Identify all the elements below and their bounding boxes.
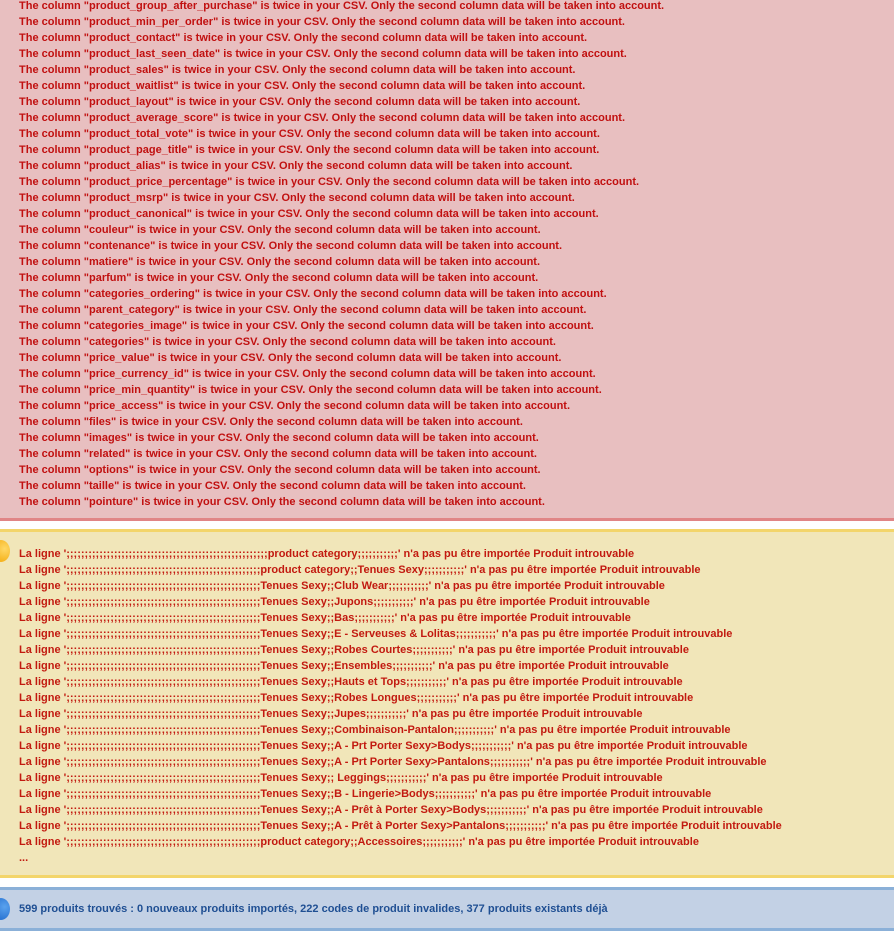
info-dot-icon <box>0 898 10 920</box>
error-message: The column "categories_ordering" is twice in your CSV. Only the second column data will be taken into account. <box>19 288 607 300</box>
error-message-list <box>19 0 664 510</box>
error-message: The column "product_canonical" is twice in your CSV. Only the second column data will be taken into account. <box>19 208 599 220</box>
error-message: The column "matiere" is twice in your CSV. Only the second column data will be taken into account. <box>19 256 541 268</box>
error-message: The column "product_alias" is twice in your CSV. Only the second column data will be taken into account. <box>19 160 573 172</box>
warning-message: La ligne ';;;;;;;;;;;;;;;;;;;;;;;;;;;;;;;;;;;;;;;;;;;;;;;;;;;;;Tenues Sexy;;Ensembles;;;;;;;;;;;' n'a pas pu être importée Produit introuvable <box>19 660 669 672</box>
error-message: The column "product_page_title" is twice in your CSV. Only the second column data will be taken into account. <box>19 144 600 156</box>
warning-message: La ligne ';;;;;;;;;;;;;;;;;;;;;;;;;;;;;;;;;;;;;;;;;;;;;;;;;;;;;product category;;Tenues Sexy;;;;;;;;;;;' n'a pas pu être importée Produit introuvable <box>19 564 701 576</box>
warning-message-list <box>19 546 782 866</box>
warning-message: La ligne ';;;;;;;;;;;;;;;;;;;;;;;;;;;;;;;;;;;;;;;;;;;;;;;;;;;;;Tenues Sexy;; Leggings;;;;;;;;;;;' n'a pas pu être importée Produit introuvable <box>19 772 663 784</box>
import-summary-text: 599 produits trouvés : 0 nouveaux produits importés, 222 codes de produit invalides, 377 produits existants déjà <box>19 903 608 915</box>
warning-message: La ligne ';;;;;;;;;;;;;;;;;;;;;;;;;;;;;;;;;;;;;;;;;;;;;;;;;;;;;Tenues Sexy;;Club Wear;;;;;;;;;;;' n'a pas pu être importée Produit introuvable <box>19 580 665 592</box>
error-message: The column "options" is twice in your CSV. Only the second column data will be taken into account. <box>19 464 541 476</box>
error-message: The column "parent_category" is twice in your CSV. Only the second column data will be taken into account. <box>19 304 587 316</box>
error-message: The column "price_currency_id" is twice in your CSV. Only the second column data will be taken into account. <box>19 368 596 380</box>
info-message-panel <box>0 887 894 931</box>
error-message: The column "parfum" is twice in your CSV. Only the second column data will be taken into account. <box>19 272 539 284</box>
warning-message: La ligne ';;;;;;;;;;;;;;;;;;;;;;;;;;;;;;;;;;;;;;;;;;;;;;;;;;;;;Tenues Sexy;;Jupes;;;;;;;;;;;' n'a pas pu être importée Produit introuvable <box>19 708 643 720</box>
error-message: The column "product_price_percentage" is twice in your CSV. Only the second column data will be taken into account. <box>19 176 640 188</box>
error-message: The column "product_min_per_order" is twice in your CSV. Only the second column data will be taken into account. <box>19 16 625 28</box>
error-message: The column "categories" is twice in your CSV. Only the second column data will be taken into account. <box>19 336 556 348</box>
warning-message: La ligne ';;;;;;;;;;;;;;;;;;;;;;;;;;;;;;;;;;;;;;;;;;;;;;;;;;;;;Tenues Sexy;;Jupons;;;;;;;;;;;' n'a pas pu être importée Produit introuvable <box>19 596 650 608</box>
error-message: The column "product_last_seen_date" is twice in your CSV. Only the second column data will be taken into account. <box>19 48 627 60</box>
warning-dot-icon <box>0 540 10 562</box>
error-message: The column "product_waitlist" is twice in your CSV. Only the second column data will be taken into account. <box>19 80 586 92</box>
warning-message: La ligne ';;;;;;;;;;;;;;;;;;;;;;;;;;;;;;;;;;;;;;;;;;;;;;;;;;;;;Tenues Sexy;;B - Lingerie>Bodys;;;;;;;;;;;' n'a pas pu être importée Produit introuvable <box>19 788 712 800</box>
error-message: The column "price_value" is twice in your CSV. Only the second column data will be taken into account. <box>19 352 562 364</box>
warning-message: La ligne ';;;;;;;;;;;;;;;;;;;;;;;;;;;;;;;;;;;;;;;;;;;;;;;;;;;;;Tenues Sexy;;Hauts et Tops;;;;;;;;;;;' n'a pas pu être importée Produit introuvable <box>19 676 683 688</box>
error-message: The column "product_group_after_purchase" is twice in your CSV. Only the second column data will be taken into account. <box>19 0 665 12</box>
warning-message-panel <box>0 529 894 878</box>
error-message: The column "product_contact" is twice in your CSV. Only the second column data will be taken into account. <box>19 32 588 44</box>
warning-message: La ligne ';;;;;;;;;;;;;;;;;;;;;;;;;;;;;;;;;;;;;;;;;;;;;;;;;;;;;;;product category;;;;;;;;;;;' n'a pas pu être importée Produit introuvable <box>19 548 635 560</box>
error-message: The column "price_access" is twice in your CSV. Only the second column data will be taken into account. <box>19 400 571 412</box>
error-message: The column "price_min_quantity" is twice in your CSV. Only the second column data will be taken into account. <box>19 384 602 396</box>
error-message: The column "product_average_score" is twice in your CSV. Only the second column data will be taken into account. <box>19 112 626 124</box>
error-message: The column "images" is twice in your CSV. Only the second column data will be taken into account. <box>19 432 539 444</box>
error-message: The column "product_msrp" is twice in your CSV. Only the second column data will be taken into account. <box>19 192 575 204</box>
error-message: The column "pointure" is twice in your CSV. Only the second column data will be taken into account. <box>19 496 545 508</box>
error-message: The column "product_sales" is twice in your CSV. Only the second column data will be taken into account. <box>19 64 576 76</box>
error-message: The column "product_layout" is twice in your CSV. Only the second column data will be taken into account. <box>19 96 581 108</box>
error-message: The column "contenance" is twice in your CSV. Only the second column data will be taken into account. <box>19 240 563 252</box>
warning-message: La ligne ';;;;;;;;;;;;;;;;;;;;;;;;;;;;;;;;;;;;;;;;;;;;;;;;;;;;;Tenues Sexy;;Combinaison-Pantalon;;;;;;;;;;;' n'a pas pu être importée Produit introuvable <box>19 724 731 736</box>
warning-message: La ligne ';;;;;;;;;;;;;;;;;;;;;;;;;;;;;;;;;;;;;;;;;;;;;;;;;;;;;Tenues Sexy;;Robes Longues;;;;;;;;;;;' n'a pas pu être importée Produit introuvable <box>19 692 694 704</box>
warning-message: La ligne ';;;;;;;;;;;;;;;;;;;;;;;;;;;;;;;;;;;;;;;;;;;;;;;;;;;;;Tenues Sexy;;Bas;;;;;;;;;;;' n'a pas pu être importée Produit introuvable <box>19 612 631 624</box>
warning-message: La ligne ';;;;;;;;;;;;;;;;;;;;;;;;;;;;;;;;;;;;;;;;;;;;;;;;;;;;;product category;;Accessoires;;;;;;;;;;;' n'a pas pu être importée Produit introuvable <box>19 836 699 848</box>
warning-message: La ligne ';;;;;;;;;;;;;;;;;;;;;;;;;;;;;;;;;;;;;;;;;;;;;;;;;;;;;Tenues Sexy;;Robes Courtes;;;;;;;;;;;' n'a pas pu être importée Produit introuvable <box>19 644 689 656</box>
warning-message: La ligne ';;;;;;;;;;;;;;;;;;;;;;;;;;;;;;;;;;;;;;;;;;;;;;;;;;;;;Tenues Sexy;;A - Prêt à Porter Sexy>Bodys;;;;;;;;;;;' n'a pas pu être importée Produit introuvable <box>19 804 763 816</box>
warning-message: La ligne ';;;;;;;;;;;;;;;;;;;;;;;;;;;;;;;;;;;;;;;;;;;;;;;;;;;;;Tenues Sexy;;A - Prêt à Porter Sexy>Pantalons;;;;;;;;;;;' n'a pas pu être importée Produit introuvable <box>19 820 782 832</box>
error-message: The column "couleur" is twice in your CSV. Only the second column data will be taken into account. <box>19 224 541 236</box>
warning-message: La ligne ';;;;;;;;;;;;;;;;;;;;;;;;;;;;;;;;;;;;;;;;;;;;;;;;;;;;;Tenues Sexy;;A - Prt Porter Sexy>Bodys;;;;;;;;;;;' n'a pas pu être importée Produit introuvable <box>19 740 748 752</box>
error-message: The column "categories_image" is twice in your CSV. Only the second column data will be taken into account. <box>19 320 594 332</box>
error-message: The column "taille" is twice in your CSV. Only the second column data will be taken into account. <box>19 480 526 492</box>
error-message: The column "product_total_vote" is twice in your CSV. Only the second column data will be taken into account. <box>19 128 600 140</box>
error-message: The column "related" is twice in your CSV. Only the second column data will be taken into account. <box>19 448 537 460</box>
warning-message: La ligne ';;;;;;;;;;;;;;;;;;;;;;;;;;;;;;;;;;;;;;;;;;;;;;;;;;;;;Tenues Sexy;;A - Prt Porter Sexy>Pantalons;;;;;;;;;;;' n'a pas pu être importée Produit introuvable <box>19 756 767 768</box>
error-message: The column "files" is twice in your CSV. Only the second column data will be taken into account. <box>19 416 523 428</box>
warning-message: La ligne ';;;;;;;;;;;;;;;;;;;;;;;;;;;;;;;;;;;;;;;;;;;;;;;;;;;;;Tenues Sexy;;E - Serveuses & Lolitas;;;;;;;;;;;' n'a pas pu être importée Produit introuvable <box>19 628 733 640</box>
warning-ellipsis: ... <box>19 852 29 864</box>
